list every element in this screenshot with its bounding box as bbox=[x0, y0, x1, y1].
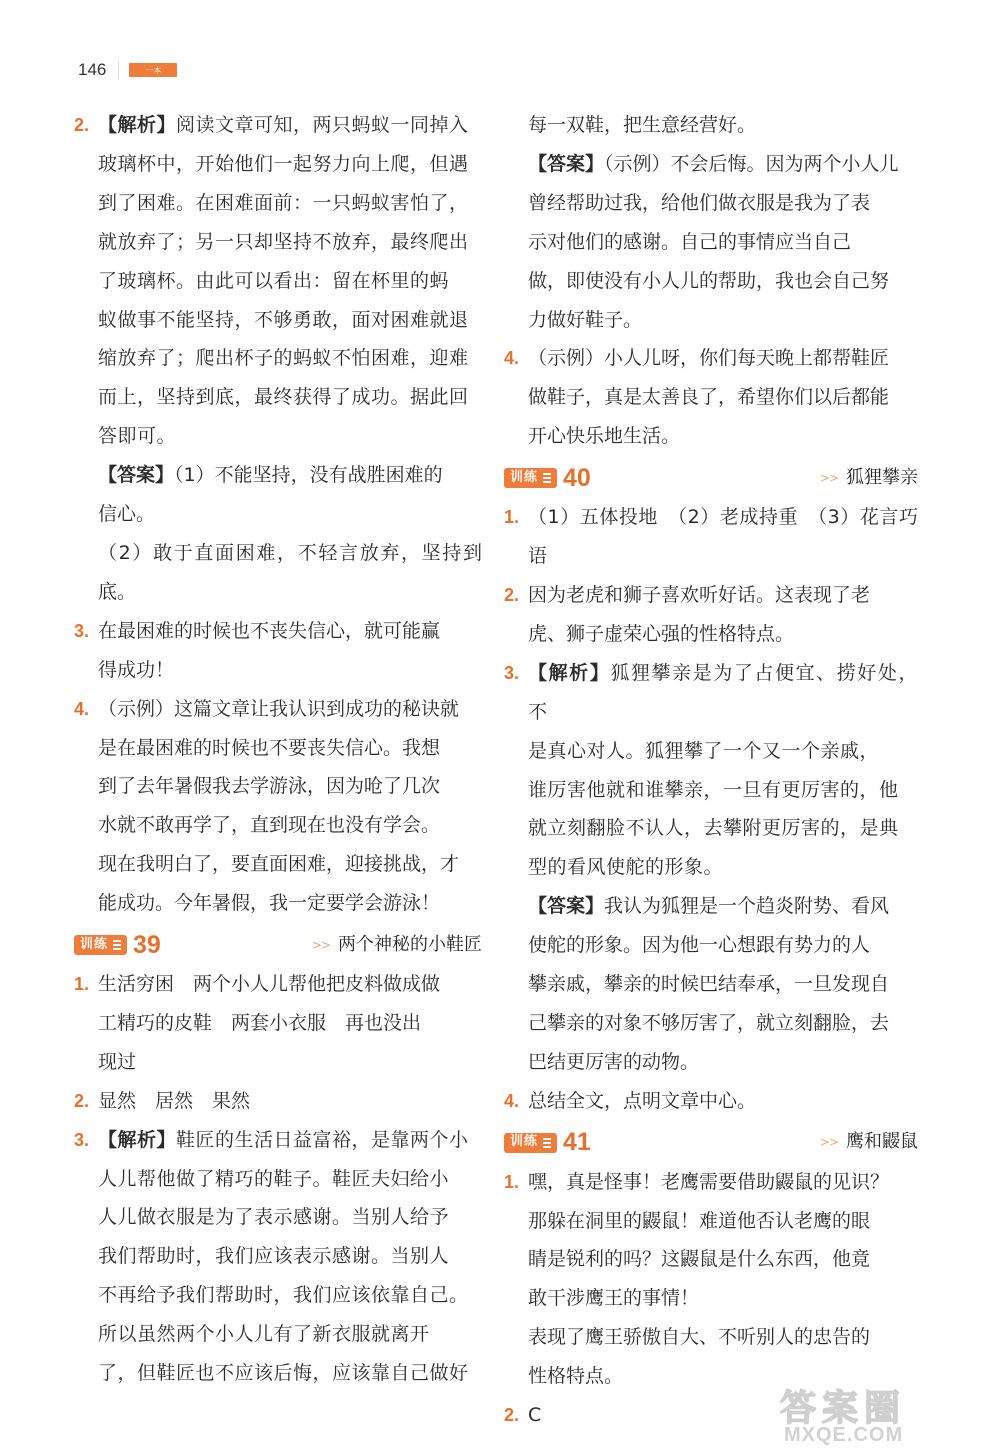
line-text: 阅读文章可知，两只蚂蚁一同掉入 bbox=[176, 114, 469, 136]
continued-text bbox=[504, 106, 918, 145]
text-line bbox=[528, 1318, 918, 1357]
line-text: 得成功！ bbox=[98, 658, 175, 681]
text-line bbox=[528, 301, 918, 340]
line-text: 己攀亲的对象不够厉害了，就立刻翻脸，去 bbox=[528, 1011, 890, 1034]
chevron-right-icon: >> bbox=[819, 470, 838, 485]
line-text: 使舵的形象。因为他一心想跟有势力的人 bbox=[528, 934, 871, 957]
section-title-group bbox=[820, 459, 918, 498]
page-number: 146 bbox=[78, 60, 107, 79]
text-line bbox=[98, 612, 482, 651]
text-line bbox=[98, 495, 482, 534]
line-text: 开心快乐地生活。 bbox=[528, 425, 681, 448]
question-body bbox=[528, 1082, 918, 1121]
question-item bbox=[74, 106, 482, 456]
question-body bbox=[98, 612, 482, 690]
page-header bbox=[78, 58, 177, 82]
line-text: 蚁做事不能坚持，不够勇敢，面对困难就退 bbox=[98, 308, 469, 331]
question-item bbox=[504, 576, 918, 654]
text-line bbox=[98, 1004, 482, 1043]
line-text: 表现了鹰王骄傲自大、不听别人的忠告的 bbox=[528, 1326, 871, 1349]
question-item bbox=[74, 965, 482, 1082]
line-text: 到了去年暑假我去学游泳，因为呛了几次 bbox=[98, 775, 441, 798]
line-text: 每一双鞋，把生意经营好。 bbox=[528, 114, 757, 136]
tag-label: 【答案】 bbox=[98, 464, 175, 487]
text-line bbox=[528, 965, 918, 1004]
line-text: 现在我明白了，要直面困难，迎接挑战，才 bbox=[98, 853, 460, 876]
question-body bbox=[528, 576, 918, 654]
line-text: 性格特点。 bbox=[528, 1365, 624, 1388]
section-badge-label: 训练 bbox=[510, 1134, 539, 1150]
text-line bbox=[98, 1276, 482, 1315]
line-text: 我认为狐狸是一个趋炎附势、看风 bbox=[604, 895, 890, 918]
line-text: 虎、狮子虚荣心强的性格特点。 bbox=[528, 622, 795, 645]
question-item bbox=[74, 690, 482, 923]
section-badge-group bbox=[74, 926, 161, 965]
text-line bbox=[528, 339, 918, 378]
section-header bbox=[74, 925, 482, 965]
question-number: 2. bbox=[504, 584, 520, 605]
watermark bbox=[780, 1380, 990, 1448]
line-text: 所以虽然两个小人儿有了新衣服就离开 bbox=[98, 1323, 430, 1346]
line-text: 缩放弃了；爬出杯子的蚂蚁不怕困难，迎难 bbox=[98, 347, 469, 370]
question-number: 3. bbox=[74, 1129, 90, 1150]
text-line bbox=[98, 1160, 482, 1199]
question-item bbox=[504, 1163, 918, 1396]
text-line bbox=[528, 223, 918, 262]
watermark-url: MXQE.COM bbox=[784, 1424, 904, 1446]
text-line bbox=[528, 1202, 918, 1241]
question-number: 3. bbox=[504, 662, 520, 683]
text-line bbox=[528, 262, 918, 301]
line-text: 信心。 bbox=[98, 503, 156, 526]
text-line bbox=[98, 184, 482, 223]
section-title: 两个神秘的小鞋匠 bbox=[338, 933, 482, 955]
text-line bbox=[528, 106, 918, 145]
section-title: 鹰和鼹鼠 bbox=[846, 1131, 918, 1153]
question-item bbox=[504, 1082, 918, 1121]
line-text: 到了困难。在困难面前：一只蚂蚁害怕了， bbox=[98, 191, 469, 214]
question-number: 3. bbox=[74, 620, 90, 641]
text-line bbox=[98, 690, 482, 729]
text-line bbox=[528, 1043, 918, 1082]
text-line bbox=[98, 965, 482, 1004]
question-body bbox=[528, 498, 918, 576]
tag-label: 【答案】 bbox=[528, 895, 605, 918]
text-line bbox=[98, 106, 482, 145]
question-item bbox=[74, 612, 482, 690]
line-text: 巴结更厉害的动物。 bbox=[528, 1050, 700, 1073]
line-text: 水就不敢再学了，直到现在也没有学会。 bbox=[98, 814, 441, 837]
question-body bbox=[528, 654, 918, 887]
text-line bbox=[98, 456, 482, 495]
line-text: 答即可。 bbox=[98, 425, 177, 448]
text-line bbox=[528, 1082, 918, 1121]
answer-block bbox=[504, 887, 918, 1082]
answer-block bbox=[74, 456, 482, 612]
text-line bbox=[98, 1043, 482, 1082]
text-line bbox=[528, 809, 918, 848]
line-text: C bbox=[528, 1404, 542, 1427]
question-number: 2. bbox=[504, 1405, 520, 1426]
tag-label: 【解析】 bbox=[98, 1128, 177, 1151]
line-text: 鞋匠的生活日益富裕，是靠两个小 bbox=[176, 1128, 469, 1151]
tag-label: 【答案】 bbox=[528, 152, 605, 175]
section-badge-group bbox=[504, 1123, 591, 1162]
line-text: 玻璃杯中，开始他们一起努力向上爬，但遇 bbox=[98, 152, 469, 175]
line-text: （2）敢于直面困难，不轻言放弃，坚持到底。 bbox=[98, 541, 482, 603]
text-line bbox=[528, 498, 918, 576]
text-line bbox=[98, 1121, 482, 1160]
section-number: 40 bbox=[563, 463, 591, 492]
question-number: 4. bbox=[74, 698, 90, 719]
line-text: 做，即使没有小人儿的帮助，我也会自己努 bbox=[528, 269, 890, 292]
line-text: 生活穷困 两个小人儿帮他把皮料做成做 bbox=[98, 973, 441, 996]
line-text: 总结全文，点明文章中心。 bbox=[528, 1089, 757, 1112]
text-line bbox=[528, 417, 918, 456]
chevron-right-icon: >> bbox=[311, 937, 330, 952]
text-line bbox=[98, 301, 482, 340]
question-body bbox=[98, 106, 482, 456]
line-text: 因为老虎和狮子喜欢听好话。这表现了老 bbox=[528, 583, 871, 606]
line-text: 做鞋子，真是太善良了，希望你们以后都能 bbox=[528, 386, 890, 409]
question-body bbox=[98, 1082, 482, 1121]
text-line bbox=[98, 417, 482, 456]
line-text: 了，但鞋匠也不应该后悔，应该靠自己做好 bbox=[98, 1362, 469, 1385]
section-header bbox=[504, 458, 918, 498]
tag-label: 【解析】 bbox=[98, 114, 177, 136]
question-body bbox=[98, 1121, 482, 1393]
header-badge: 一本 bbox=[129, 63, 177, 77]
section-badge bbox=[74, 935, 127, 955]
text-line bbox=[528, 184, 918, 223]
question-number: 1. bbox=[504, 1171, 520, 1192]
text-line bbox=[528, 615, 918, 654]
line-text: 工精巧的皮鞋 两套小衣服 再也没出 bbox=[98, 1011, 422, 1034]
line-text: 敢干涉鹰王的事情！ bbox=[528, 1287, 700, 1310]
text-line bbox=[98, 1198, 482, 1237]
text-line bbox=[528, 887, 918, 926]
tag-label: 【解析】 bbox=[528, 661, 611, 684]
right-column bbox=[504, 106, 918, 1435]
answer-block bbox=[504, 145, 918, 340]
line-text: 我们帮助时，我们应该表示感谢。当别人 bbox=[98, 1245, 450, 1268]
line-text: （1）不能坚持，没有战胜困难的 bbox=[174, 464, 443, 487]
text-line bbox=[528, 848, 918, 887]
grid-icon bbox=[543, 1138, 551, 1148]
text-line bbox=[98, 339, 482, 378]
text-line bbox=[98, 534, 482, 612]
line-text: 就立刻翻脸不认人，去攀附更厉害的，是典 bbox=[528, 817, 899, 840]
line-text: 而上，坚持到底，最终获得了成功。据此回 bbox=[98, 386, 469, 409]
question-number: 2. bbox=[74, 1090, 90, 1111]
line-text: 就放弃了；另一只却坚持不放弃，最终爬出 bbox=[98, 230, 469, 253]
line-text: 狐狸攀亲是为了占便宜、捞好处，不 bbox=[528, 661, 918, 723]
section-number: 41 bbox=[563, 1128, 591, 1157]
question-body bbox=[528, 339, 918, 456]
text-line bbox=[98, 806, 482, 845]
line-text: 型的看风使舵的形象。 bbox=[528, 856, 724, 879]
text-line bbox=[98, 262, 482, 301]
line-text: 攀亲戚，攀亲的时候巴结奉承，一旦发现自 bbox=[528, 973, 890, 996]
text-line bbox=[98, 729, 482, 768]
text-line bbox=[98, 1082, 482, 1121]
text-line bbox=[98, 767, 482, 806]
line-text: 力做好鞋子。 bbox=[528, 308, 643, 331]
header-divider bbox=[118, 61, 119, 79]
section-badge-label: 训练 bbox=[80, 936, 109, 952]
line-text: 曾经帮助过我，给他们做衣服是我为了表 bbox=[528, 191, 871, 214]
line-text: （示例）小人儿呀，你们每天晚上都帮鞋匠 bbox=[528, 347, 890, 370]
section-badge bbox=[504, 468, 557, 488]
line-text: 睛是锐利的吗？这鼹鼠是什么东西，他竟 bbox=[528, 1248, 871, 1271]
line-text: 能成功。今年暑假，我一定要学会游泳！ bbox=[98, 892, 441, 915]
section-badge-group bbox=[504, 459, 591, 498]
line-text: 人儿做衣服是为了表示感谢。当别人给予 bbox=[98, 1206, 450, 1229]
text-line bbox=[528, 576, 918, 615]
left-column bbox=[74, 106, 482, 1393]
text-line bbox=[528, 378, 918, 417]
question-item bbox=[504, 339, 918, 456]
grid-icon bbox=[543, 473, 551, 483]
line-text: 显然 居然 果然 bbox=[98, 1089, 251, 1112]
question-body bbox=[98, 690, 482, 923]
question-body bbox=[528, 1163, 918, 1396]
question-body bbox=[98, 965, 482, 1082]
section-badge-label: 训练 bbox=[510, 469, 539, 485]
line-text: 了玻璃杯。由此可以看出：留在杯里的蚂 bbox=[98, 269, 450, 292]
line-text: 人儿帮他做了精巧的鞋子。鞋匠夫妇给小 bbox=[98, 1167, 450, 1190]
text-line bbox=[98, 884, 482, 923]
section-title: 狐狸攀亲 bbox=[846, 466, 918, 488]
text-line bbox=[528, 1163, 918, 1202]
text-line bbox=[98, 223, 482, 262]
question-number: 2. bbox=[74, 115, 90, 135]
text-line bbox=[98, 651, 482, 690]
text-line bbox=[528, 771, 918, 810]
section-title-group bbox=[312, 926, 482, 965]
line-text: （示例）不会后悔。因为两个小人儿 bbox=[604, 152, 899, 175]
text-line bbox=[528, 1004, 918, 1043]
line-text: 不再给予我们帮助时，我们应该依靠自己。 bbox=[98, 1284, 469, 1307]
text-line bbox=[528, 1279, 918, 1318]
line-text: 在最困难的时候也不丧失信心，就可能赢 bbox=[98, 619, 441, 642]
line-text: 谁厉害他就和谁攀亲，一旦有更厉害的，他 bbox=[528, 778, 899, 801]
section-badge bbox=[504, 1133, 557, 1153]
question-item bbox=[504, 654, 918, 887]
question-number: 4. bbox=[504, 1090, 520, 1111]
chevron-right-icon: >> bbox=[819, 1135, 838, 1150]
text-line bbox=[528, 732, 918, 771]
text-line bbox=[98, 1315, 482, 1354]
watermark-logo: 答案圈 bbox=[780, 1388, 907, 1429]
question-item bbox=[504, 498, 918, 576]
line-text: 示对他们的感谢。自己的事情应当自己 bbox=[528, 230, 852, 253]
text-line bbox=[528, 926, 918, 965]
text-line bbox=[98, 378, 482, 417]
line-text: 嘿，真是怪事！老鹰需要借助鼹鼠的见识？ bbox=[528, 1170, 890, 1193]
section-header bbox=[504, 1123, 918, 1163]
question-number: 1. bbox=[504, 507, 520, 528]
question-item bbox=[74, 1121, 482, 1393]
question-item bbox=[74, 1082, 482, 1121]
text-line bbox=[98, 145, 482, 184]
grid-icon bbox=[113, 940, 121, 950]
question-number: 1. bbox=[74, 974, 90, 995]
text-line bbox=[98, 1354, 482, 1393]
section-number: 39 bbox=[133, 930, 161, 959]
line-text: 是真心对人。狐狸攀了一个又一个亲戚， bbox=[528, 739, 880, 762]
text-line bbox=[98, 845, 482, 884]
line-text: 现过 bbox=[98, 1050, 137, 1073]
text-line bbox=[98, 1237, 482, 1276]
section-title-group bbox=[820, 1123, 918, 1162]
text-line bbox=[528, 1240, 918, 1279]
line-text: （示例）这篇文章让我认识到成功的秘诀就 bbox=[98, 697, 460, 720]
question-number: 4. bbox=[504, 348, 520, 369]
text-line bbox=[528, 145, 918, 184]
text-line bbox=[528, 654, 918, 732]
line-text: 那躲在洞里的鼹鼠！难道他否认老鹰的眼 bbox=[528, 1209, 871, 1232]
line-text: （1）五体投地 （2）老成持重 （3）花言巧语 bbox=[528, 506, 918, 568]
line-text: 是在最困难的时候也不要丧失信心。我想 bbox=[98, 736, 441, 759]
